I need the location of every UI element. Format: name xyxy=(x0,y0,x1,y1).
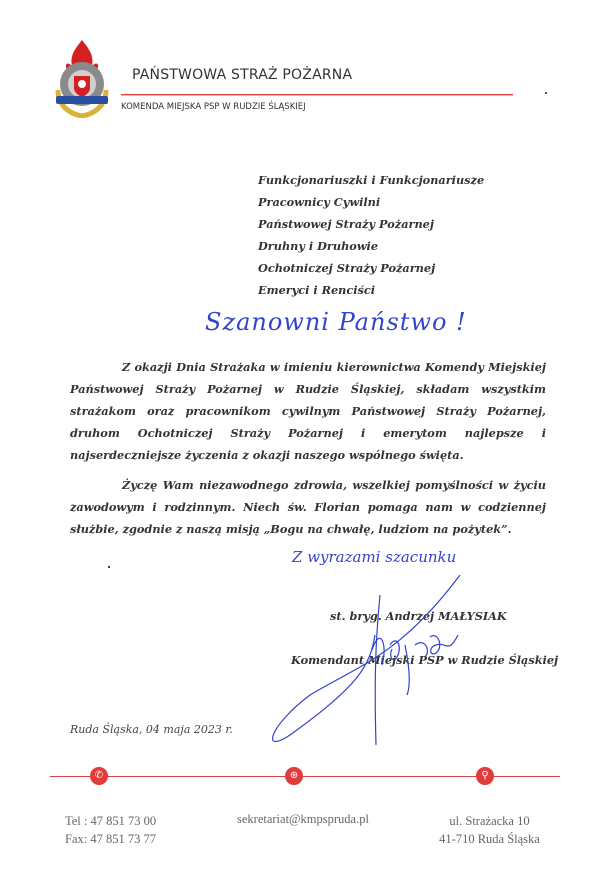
handwritten-closing: Z wyrazami szacunku xyxy=(292,548,457,566)
phone-icon: ✆ xyxy=(90,767,108,785)
paragraph-text: Z okazji Dnia Strażaka w imieniu kierownictwa Komendy Miejskiej Państwowej Straży Pożarnej w Rudzie Śląskiej, składam wszystkim strażakom oraz pracownikom cywilnym Państwowej Straży Pożarnej, druhom Ochotniczej Straży Pożarnej i emerytom najlepsze i najserdeczniejsze życzenia z okazji naszego wspólnego święta. xyxy=(70,360,546,462)
psp-logo xyxy=(52,38,112,118)
org-subtitle: KOMENDA MIEJSKA PSP W RUDZIE ŚLĄSKIEJ xyxy=(121,102,306,112)
header-divider xyxy=(121,94,513,95)
signer-name: st. bryg. Andrzej MAŁYSIAK xyxy=(330,609,507,623)
paragraph-text: Życzę Wam niezawodnego zdrowia, wszelkiej pomyślności w życiu zawodowym i rodzinnym. Niech św. Florian pomaga nam w codziennej służbie, zgodnie z naszą misją „Bogu na chwałę, ludziom na pożytek”. xyxy=(70,478,546,536)
addressee-line: Państwowej Straży Pożarnej xyxy=(258,217,434,231)
speck xyxy=(545,92,547,94)
speck xyxy=(108,566,110,568)
footer-tel: Tel : 47 851 73 00 xyxy=(65,814,157,828)
footer-fax: Fax: 47 851 73 77 xyxy=(65,832,156,846)
addressee-line: Emeryci i Renciści xyxy=(258,283,376,297)
addressee-line: Pracownicy Cywilni xyxy=(258,195,381,209)
signer-role: Komendant Miejski PSP w Rudzie Śląskiej xyxy=(291,653,559,667)
addressee-line: Druhny i Druhowie xyxy=(258,239,379,253)
footer-city: 41-710 Ruda Śląska xyxy=(439,832,540,846)
location-pin-icon: ⚲ xyxy=(476,767,494,785)
footer-phone xyxy=(65,812,156,848)
body-paragraph xyxy=(70,474,546,540)
signature xyxy=(250,575,480,745)
addressee-line: Ochotniczej Straży Pożarnej xyxy=(258,261,436,275)
addressee-line: Funkcjonariuszki i Funkcjonariusze xyxy=(258,173,485,187)
handwritten-greeting: Szanowni Państwo ! xyxy=(205,308,467,336)
globe-icon: ⊕ xyxy=(285,767,303,785)
letter-date: Ruda Śląska, 04 maja 2023 r. xyxy=(70,723,233,736)
footer-street: ul. Strażacka 10 xyxy=(449,814,530,828)
org-title: PAŃSTWOWA STRAŻ POŻARNA xyxy=(132,67,353,83)
body-paragraph xyxy=(70,356,546,466)
footer-address xyxy=(432,812,547,848)
footer-email[interactable]: sekretariat@kmpspruda.pl xyxy=(237,812,369,826)
